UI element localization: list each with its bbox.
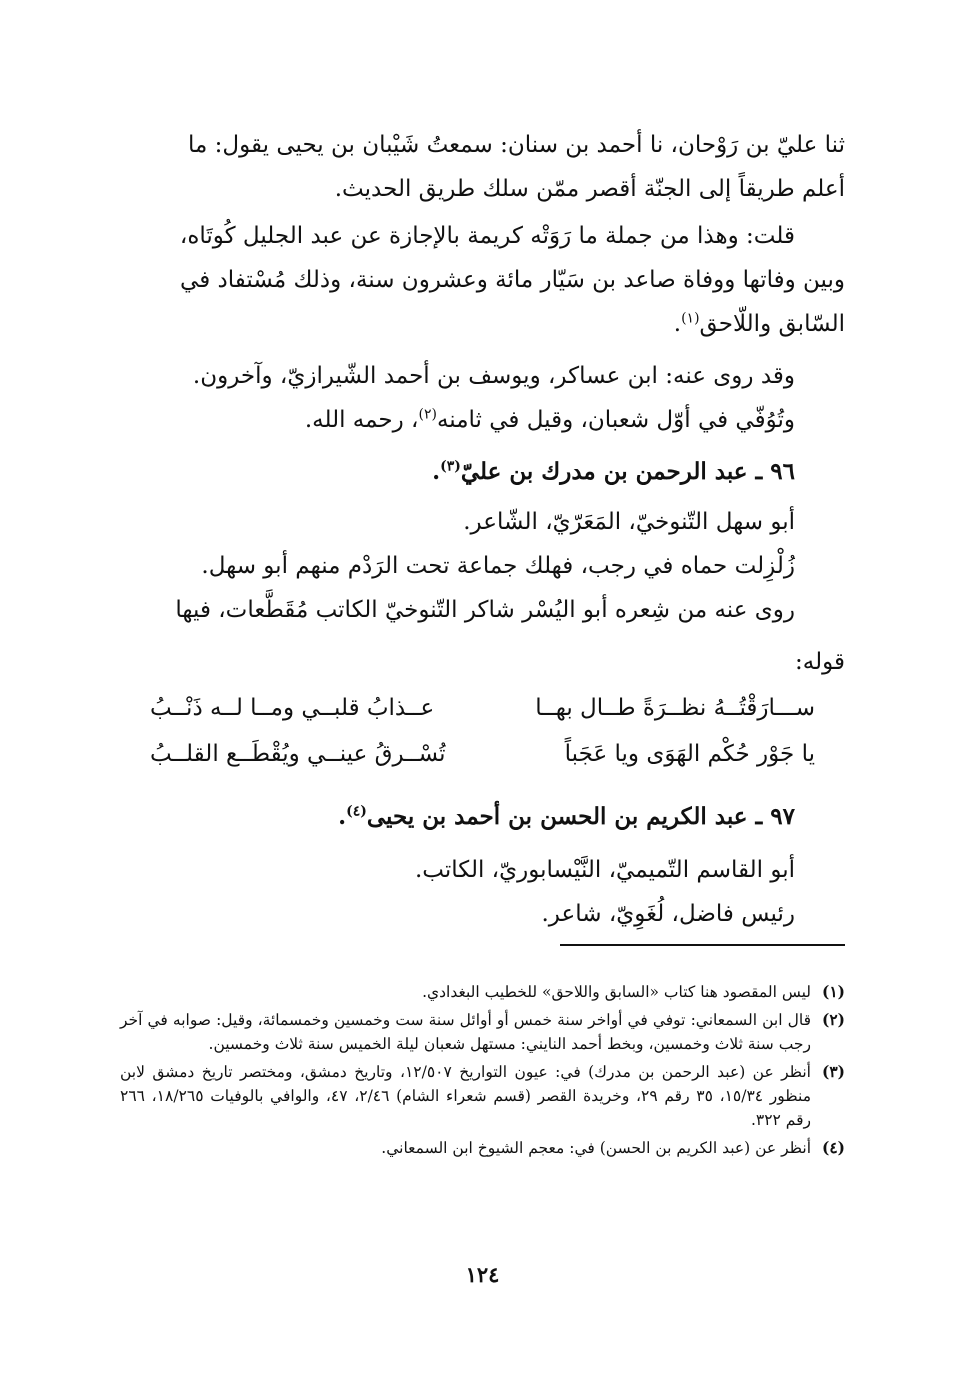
footnote-2: [120, 1008, 845, 1056]
entry-body-97: [120, 848, 845, 936]
text-line: [120, 398, 845, 442]
entry-title: ٩٧ ـ عبد الكريم بن الحسن بن أحمد بن يحيى: [366, 803, 795, 830]
text-line: رئيس فاضل، لُغَوِيّ، شاعر.: [541, 901, 795, 927]
footnote-number: (٣): [821, 1062, 845, 1081]
footnote-ref-1[interactable]: (١): [681, 310, 700, 327]
verse-hemistich: يا جَوْر حُكْم الهَوَى ويا عَجَباً: [564, 741, 815, 767]
text-line: زُلْزِلت حماه في رجب، فهلك جماعة تحت الرَدْم منهم أبو سهل.: [201, 553, 795, 579]
verse-hemistich: تُسْــرقُ عينــي ويُقْطَــع القلــبُ: [150, 741, 446, 767]
footnote-3: [120, 1060, 845, 1132]
text-line: قوله:: [795, 649, 845, 675]
footnote-divider: [560, 944, 845, 946]
verse-hemistich: عــذابُ قلبــي ومــا لــه ذَنْــبُ: [150, 695, 435, 721]
paragraph-isnad: [120, 123, 845, 211]
footnote-number: (٢): [821, 1010, 845, 1029]
poem-verse-1: [150, 686, 815, 730]
text-line: قلت: وهذا من جملة ما رَوَتْه كريمة بالإجازة عن عبد الجليل كُوتَاه،: [179, 223, 795, 249]
text-segment: .: [432, 458, 441, 485]
text-line: ثنا عليّ بن رَوْحان، نا أحمد بن سنان: سمعتُ شَيْبان بن يحيى يقول: ما: [188, 132, 845, 158]
text-line: أعلم طريقاً إلى الجنّة أقصر ممّن سلك طريق الحديث.: [334, 176, 845, 202]
footnote-4: [120, 1136, 845, 1160]
footnote-ref-2[interactable]: (٢): [418, 406, 437, 423]
entry-heading: [120, 450, 845, 494]
text-line: وقد روى عنه: ابن عساكر، ويوسف بن أحمد الشّيرازيّ، وآخرون.: [192, 363, 795, 389]
text-segment: السّابق واللّاحق: [699, 311, 845, 337]
footnote-number: (٤): [821, 1138, 845, 1157]
text-segment: .: [338, 803, 347, 830]
text-segment: .: [673, 311, 682, 337]
text-line: [120, 302, 845, 346]
page-number: ١٢٤: [465, 1262, 500, 1287]
footnote-ref-4[interactable]: (٤): [346, 803, 367, 820]
entry-heading-96: [120, 450, 845, 494]
text-line: أبو سهل التّنوخيّ، المَعَرّيّ، الشّاعر.: [463, 509, 795, 535]
entry-heading: [120, 795, 845, 839]
poem-verse-2: [150, 732, 815, 776]
footnote-text: ليس المقصود هنا كتاب «السابق واللاحق» للخطيب البغدادي.: [422, 983, 811, 1001]
entry-heading-97: [120, 795, 845, 839]
footnotes: [120, 980, 845, 1164]
footnote-number: (١): [821, 982, 845, 1001]
text-segment: وتُوُفّي في أوّل شعبان، وقيل في ثامنه: [436, 407, 795, 433]
footnote-text: قال ابن السمعاني: توفي في أواخر سنة خمس أو أوائل سنة ست وخمسين وخمسمائة، وقيل: صوابه في آخر رجب سنة ثلاث وخمسين، وبخط أحمد النايني: مستهل شعبان ليلة الخميس سنة ثلاث وخمسين.: [120, 1011, 811, 1053]
footnote-ref-3[interactable]: (٣): [440, 458, 461, 475]
footnote-text: أنظر عن (عبد الرحمن بن مدرك) في: عيون التواريخ ١٢/٥٠٧، وتاريخ دمشق، ومختصر تاريخ دمشق لابن منظور ١٥/٣٤، ٣٥ رقم ٢٩، وخريدة القصر (قسم شعراء الشام) ٢/٤٦، ٤٧، والوافي بالوفيات ١٨/٢٦٥، ٢٦٦ رقم ٣٢٢.: [120, 1063, 811, 1129]
paragraph-qultu: [120, 214, 845, 346]
text-segment: ، رحمه الله.: [304, 407, 419, 433]
footnote-text: أنظر عن (عبد الكريم بن الحسن) في: معجم الشيوخ ابن السمعاني.: [381, 1139, 811, 1157]
footnote-1: [120, 980, 845, 1004]
text-line: وبين وفاتها ووفاة صاعد بن سَيّار مائة وعشرون سنة، وذلك مُسْتفاد في: [180, 267, 845, 293]
paragraph-riwaya: [120, 354, 845, 442]
text-line: أبو القاسم التّميميّ، النَّيْسابوريّ، الكاتب.: [414, 857, 795, 883]
entry-title: ٩٦ ـ عبد الرحمن بن مدرك بن عليّ: [460, 458, 795, 485]
entry-body-96: [120, 500, 845, 632]
text-line: روى عنه من شِعره أبو اليُسْر شاكر التّنوخيّ الكاتب مُقَطَّعات، فيها: [175, 597, 795, 623]
verse-hemistich: ســـارَقْتُــهُ نظــرَةً طــال بهــا: [535, 695, 815, 721]
